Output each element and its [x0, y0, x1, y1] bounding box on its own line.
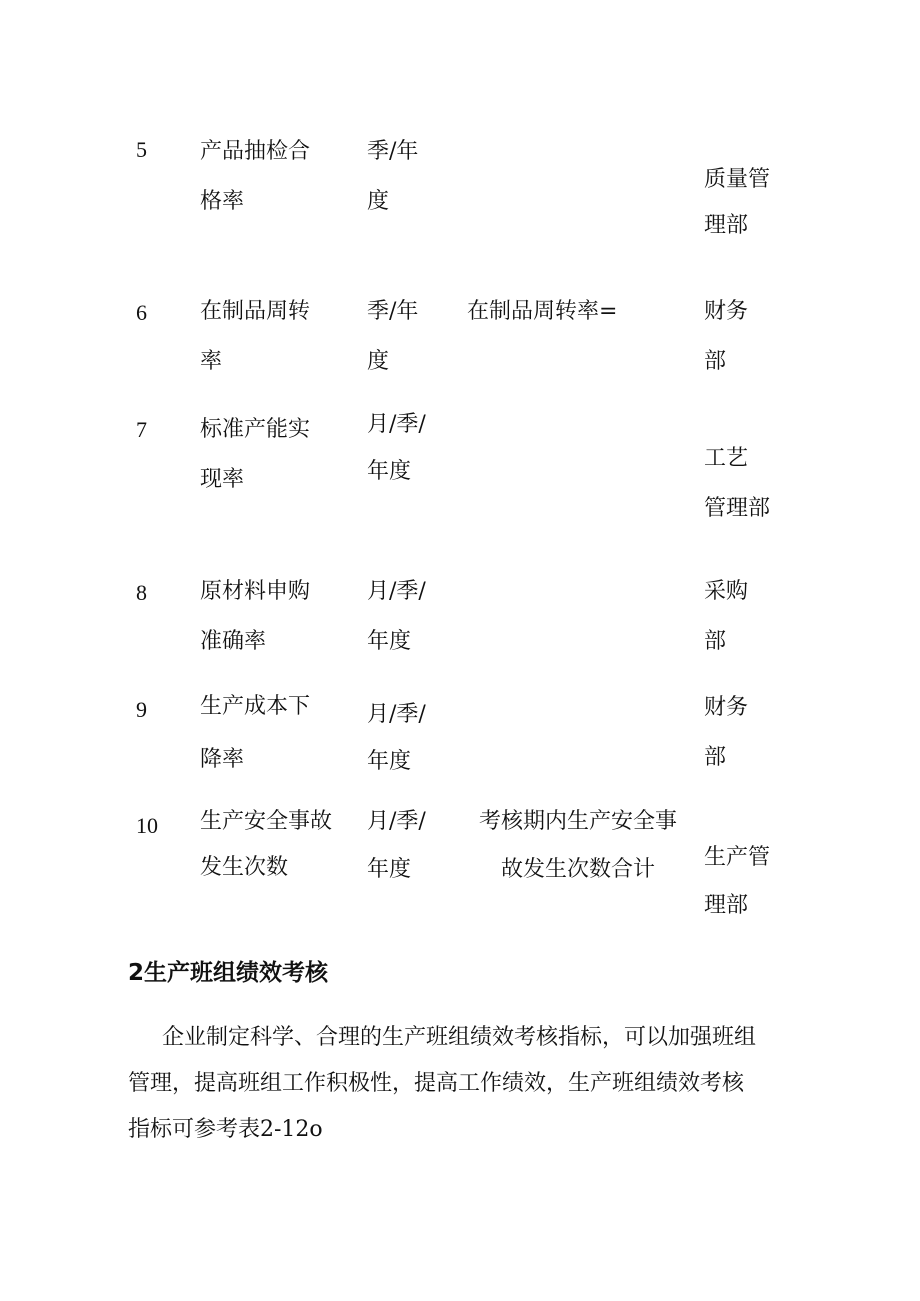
formula-line: 在制品周转率= — [467, 299, 618, 324]
department-line: 财务 — [704, 299, 749, 324]
paragraph-line: 管理，提高班组工作积极性，提高工作绩效，生产班组绩效考核 — [128, 1071, 745, 1096]
department-line: 质量管 — [704, 167, 771, 192]
period-line: 年度 — [367, 629, 412, 654]
indicator-name-line: 原材料申购 — [200, 579, 311, 604]
period-line: 年度 — [367, 459, 412, 484]
indicator-name-line: 在制品周转 — [200, 299, 311, 324]
indicator-name-line: 产品抽检合 — [200, 139, 311, 164]
indicator-name-line: 生产安全事故 — [200, 809, 333, 834]
indicator-name-line: 生产成本下 — [200, 694, 311, 719]
department-line: 部 — [704, 629, 727, 654]
indicator-name-line: 准确率 — [200, 629, 267, 654]
period-line: 月/季/ — [367, 412, 426, 437]
row-number: 9 — [136, 697, 147, 722]
section-paragraph — [128, 1015, 798, 1153]
period-line: 季/年 — [367, 139, 419, 164]
row-number: 8 — [136, 580, 147, 605]
indicator-name-line: 格率 — [200, 189, 245, 214]
period-line: 季/年 — [367, 299, 419, 324]
department-line: 管理部 — [704, 496, 771, 521]
department-line: 部 — [704, 349, 727, 374]
department-line: 理部 — [704, 213, 749, 238]
period-line: 月/季/ — [367, 702, 426, 727]
paragraph-line: 指标可参考表2-12o — [128, 1117, 323, 1142]
indicator-name-line: 标准产能实 — [200, 417, 311, 442]
section-heading: 2生产班组绩效考核 — [128, 960, 329, 986]
row-number: 5 — [136, 137, 147, 162]
department-line: 财务 — [704, 695, 749, 720]
indicator-name-line: 发生次数 — [200, 855, 289, 880]
paragraph-line: 企业制定科学、合理的生产班组绩效考核指标，可以加强班组 — [162, 1025, 757, 1050]
formula-line: 故发生次数合计 — [500, 857, 655, 882]
department-line: 工艺 — [704, 446, 749, 471]
department-line: 采购 — [704, 579, 749, 604]
department-line: 部 — [704, 745, 727, 770]
formula-line: 考核期内生产安全事 — [478, 809, 677, 834]
row-number: 7 — [136, 417, 147, 442]
department-line: 生产管 — [704, 845, 771, 870]
period-line: 度 — [367, 349, 390, 374]
indicator-name-line: 率 — [200, 349, 223, 374]
period-line: 月/季/ — [367, 809, 426, 834]
period-line: 年度 — [367, 857, 412, 882]
period-line: 度 — [367, 189, 390, 214]
period-line: 月/季/ — [367, 579, 426, 604]
row-number: 10 — [136, 813, 158, 838]
indicator-name-line: 现率 — [200, 467, 245, 492]
indicator-name-line: 降率 — [200, 747, 245, 772]
department-line: 理部 — [704, 893, 749, 918]
period-line: 年度 — [367, 749, 412, 774]
row-number: 6 — [136, 300, 147, 325]
